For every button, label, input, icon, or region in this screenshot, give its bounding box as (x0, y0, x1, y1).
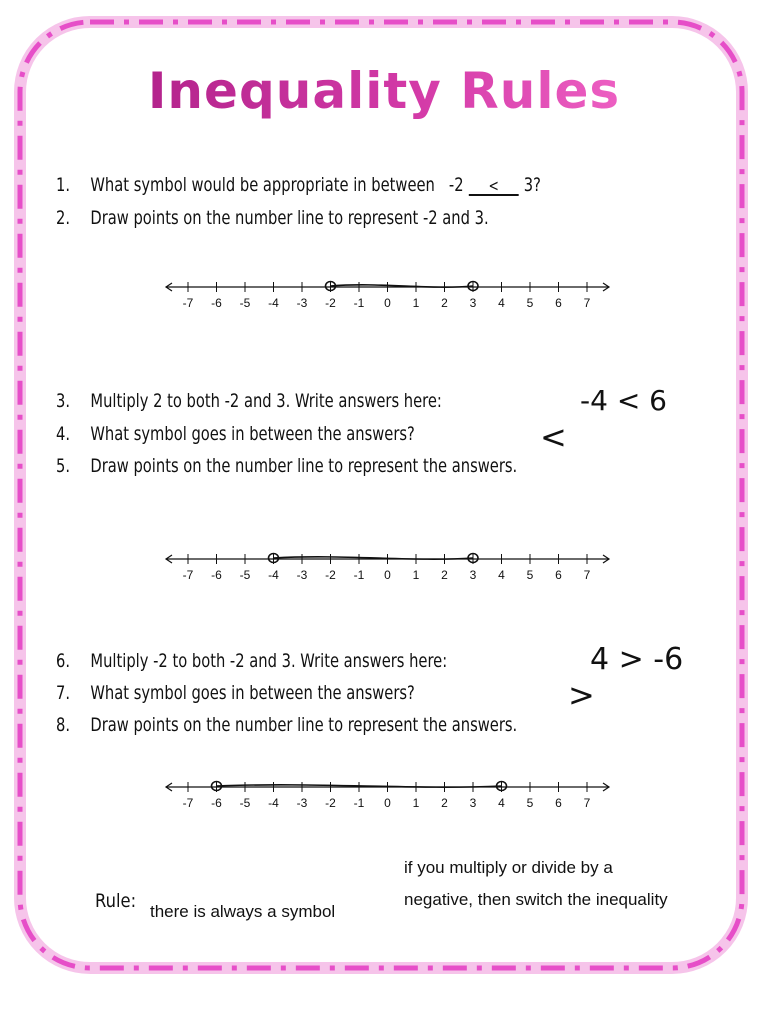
question-number: 6. (56, 650, 71, 672)
tick-label: -3 (296, 296, 308, 310)
question-text: Draw points on the number line to represent the answers. (90, 455, 518, 477)
answer-blank[interactable]: < (469, 178, 519, 196)
tick-label: -2 (325, 296, 336, 310)
page-title: Inequality Rules (0, 62, 768, 120)
tick-label: 0 (384, 796, 391, 810)
question-text: What symbol would be appropriate in between (90, 174, 435, 196)
question-number: 4. (56, 423, 71, 445)
question-text: Draw points on the number line to represent the answers. (90, 714, 518, 736)
question-4 (56, 423, 415, 445)
tick-label: -6 (211, 568, 222, 582)
tick-label: -6 (211, 296, 222, 310)
question-number: 1. (56, 174, 71, 196)
tick-label: -3 (296, 796, 308, 810)
number-line-3[interactable] (150, 772, 620, 822)
question-5 (56, 455, 517, 477)
tick-label: -2 (325, 796, 336, 810)
tick-label: -4 (268, 296, 279, 310)
tick-label: 2 (441, 796, 448, 810)
number-line-1[interactable] (150, 272, 620, 322)
tick-label: -3 (296, 568, 308, 582)
tick-label: 5 (526, 568, 534, 582)
tick-label: 5 (526, 796, 534, 810)
rule-text-1[interactable]: there is always a symbol (150, 902, 336, 921)
question-number: 7. (56, 682, 71, 704)
question-number: 3. (56, 390, 71, 412)
number-line-2[interactable] (150, 544, 620, 594)
expr-right: 3? (523, 174, 541, 196)
rule-label: Rule: (95, 890, 137, 912)
question-1 (56, 174, 541, 196)
tick-label: 7 (583, 568, 591, 582)
rule-text-2-line1[interactable]: if you multiply or divide by a (404, 858, 613, 877)
tick-label: -1 (353, 796, 365, 810)
question-number: 5. (56, 455, 71, 477)
tick-label: -6 (211, 796, 222, 810)
tick-label: 3 (469, 796, 477, 810)
tick-label: 6 (555, 796, 562, 810)
tick-label: 0 (384, 296, 391, 310)
rule-text-2-line2[interactable]: negative, then switch the inequality (404, 890, 668, 909)
tick-label: -2 (325, 568, 336, 582)
question-text: What symbol goes in between the answers? (90, 423, 415, 445)
tick-label: -1 (353, 568, 365, 582)
question-3 (56, 390, 442, 412)
question-text: Draw points on the number line to represent -2 and 3. (90, 207, 489, 229)
question-8 (56, 714, 517, 736)
tick-label: 3 (469, 296, 477, 310)
handwritten-symbol-7: > (568, 676, 595, 714)
tick-label: 5 (526, 296, 534, 310)
tick-label: -1 (353, 296, 365, 310)
tick-label: 4 (498, 796, 505, 810)
tick-label: 1 (412, 796, 420, 810)
tick-label: 0 (384, 568, 391, 582)
question-number: 8. (56, 714, 71, 736)
tick-label: 1 (412, 568, 420, 582)
tick-label: -7 (182, 568, 194, 582)
handwritten-answer-3: -4 < 6 (580, 384, 667, 417)
tick-label: -5 (239, 296, 251, 310)
tick-label: 4 (498, 568, 505, 582)
question-2 (56, 207, 489, 229)
tick-label: 2 (441, 568, 448, 582)
question-6 (56, 650, 447, 672)
tick-label: -5 (239, 568, 251, 582)
tick-label: 6 (555, 296, 562, 310)
question-text: Multiply -2 to both -2 and 3. Write answers here: (90, 650, 448, 672)
tick-label: 2 (441, 296, 448, 310)
handwritten-answer-6: 4 > -6 (590, 642, 684, 677)
tick-label: 3 (469, 568, 477, 582)
tick-label: 1 (412, 296, 420, 310)
question-text: What symbol goes in between the answers? (90, 682, 415, 704)
question-number: 2. (56, 207, 71, 229)
tick-label: 4 (498, 296, 505, 310)
tick-label: -5 (239, 796, 251, 810)
tick-label: 7 (583, 796, 591, 810)
tick-label: 7 (583, 296, 591, 310)
expr-left: -2 (448, 174, 464, 196)
handwritten-symbol-4: < (540, 418, 567, 456)
tick-label: -7 (182, 296, 194, 310)
question-7 (56, 682, 415, 704)
tick-label: -7 (182, 796, 194, 810)
tick-label: 6 (555, 568, 562, 582)
tick-label: -4 (268, 796, 279, 810)
question-text: Multiply 2 to both -2 and 3. Write answers here: (90, 390, 442, 412)
tick-label: -4 (268, 568, 279, 582)
